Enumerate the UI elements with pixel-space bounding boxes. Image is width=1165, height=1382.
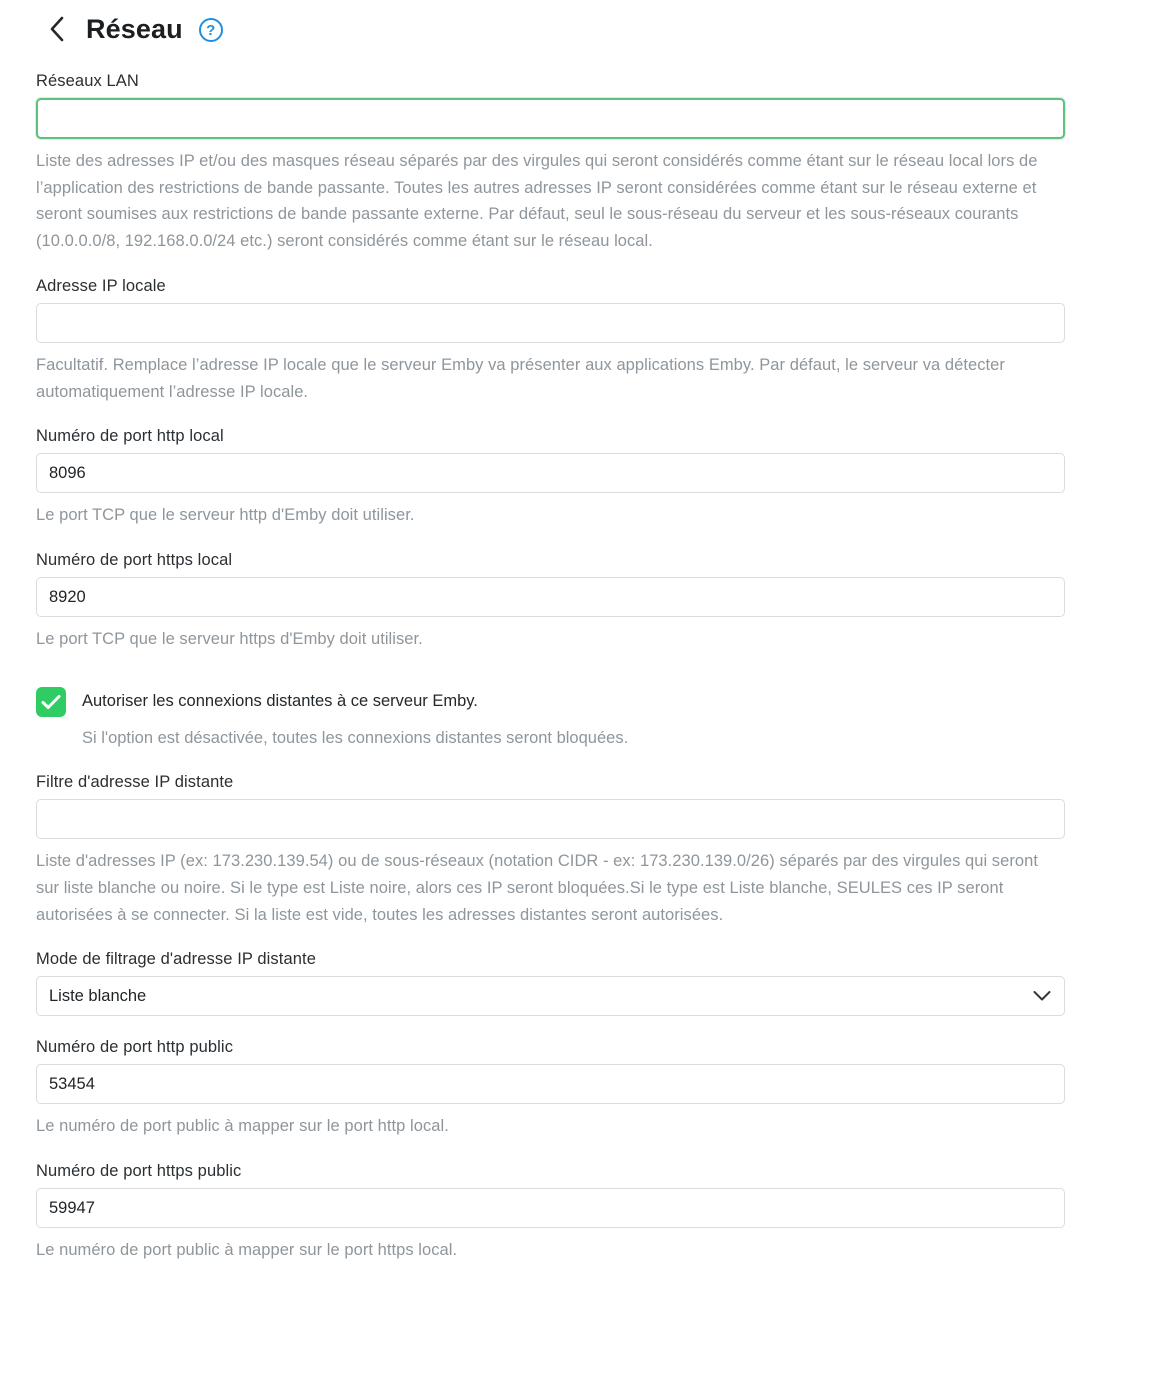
public-https-port-label: Numéro de port https public — [36, 1162, 242, 1181]
field-remote-connections — [36, 687, 1065, 751]
page-title: Réseau — [86, 13, 183, 44]
remote-connections-row[interactable] — [36, 687, 1065, 717]
field-local-ip — [36, 277, 1065, 405]
filter-mode-select[interactable] — [36, 976, 1065, 1016]
remote-ip-filter-help: Liste d'adresses IP (ex: 173.230.139.54) ou de sous-réseaux (notation CIDR - ex: 173.230.139.0/26) séparés par des virgules qui seront sur liste blanche ou noire. Si le type est Liste noire, alors ces IP seront bloquées.Si le type est Liste blanche, SEULES ces IP seront autorisées à se connecter. Si la liste est vide, toutes les adresses distantes seront autorisées. — [36, 852, 1038, 924]
local-ip-input[interactable] — [36, 303, 1065, 343]
field-remote-ip-filter — [36, 773, 1065, 928]
remote-ip-filter-input[interactable] — [36, 799, 1065, 839]
local-ip-help: Facultatif. Remplace l’adresse IP locale que le serveur Emby va présenter aux applications Emby. Par défaut, le serveur va détecter automatiquement l’adresse IP locale. — [36, 355, 1005, 401]
page-header — [0, 0, 1165, 54]
remote-connections-help: Si l'option est désactivée, toutes les connexions distantes seront bloquées. — [82, 728, 629, 747]
field-lan-networks — [36, 72, 1065, 255]
network-settings-form — [0, 72, 1165, 1264]
lan-networks-label: Réseaux LAN — [36, 72, 139, 90]
help-icon[interactable]: ? — [199, 18, 223, 42]
filter-mode-label: Mode de filtrage d'adresse IP distante — [36, 950, 316, 969]
field-http-port — [36, 427, 1065, 529]
http-port-help: Le port TCP que le serveur http d'Emby doit utiliser. — [36, 506, 415, 525]
https-port-input[interactable] — [36, 577, 1065, 617]
remote-connections-label: Autoriser les connexions distantes à ce serveur Emby. — [82, 692, 478, 711]
field-public-https-port — [36, 1162, 1065, 1264]
public-https-port-input[interactable] — [36, 1188, 1065, 1228]
lan-networks-input[interactable] — [36, 98, 1065, 139]
https-port-help: Le port TCP que le serveur https d'Emby doit utiliser. — [36, 630, 423, 649]
filter-mode-select-wrap — [36, 976, 1065, 1016]
field-https-port — [36, 551, 1065, 653]
public-https-port-help: Le numéro de port public à mapper sur le port https local. — [36, 1241, 458, 1260]
back-chevron-icon[interactable] — [44, 14, 70, 44]
public-http-port-help: Le numéro de port public à mapper sur le port http local. — [36, 1117, 449, 1136]
local-ip-label: Adresse IP locale — [36, 276, 166, 295]
public-http-port-input[interactable] — [36, 1064, 1065, 1104]
checkbox-checked-icon[interactable] — [36, 687, 66, 717]
lan-networks-help: Liste des adresses IP et/ou des masques réseau séparés par des virgules qui seront considérés comme étant sur le réseau local lors de l’application des restrictions de bande passante. Toutes les autres adresses IP seront considérées comme étant sur le réseau externe et seront soumises aux restrictions de bande passante externe. Par défaut, seul le sous-réseau du serveur et les sous-réseaux courants (10.0.0.0/8, 192.168.0.0/24 etc.) seront considérés comme étant sur le réseau local. — [36, 152, 1038, 251]
field-public-http-port — [36, 1038, 1065, 1140]
remote-ip-filter-label: Filtre d'adresse IP distante — [36, 773, 234, 792]
http-port-input[interactable] — [36, 453, 1065, 493]
field-filter-mode — [36, 950, 1065, 1016]
public-http-port-label: Numéro de port http public — [36, 1038, 234, 1057]
https-port-label: Numéro de port https local — [36, 551, 233, 570]
http-port-label: Numéro de port http local — [36, 427, 224, 446]
